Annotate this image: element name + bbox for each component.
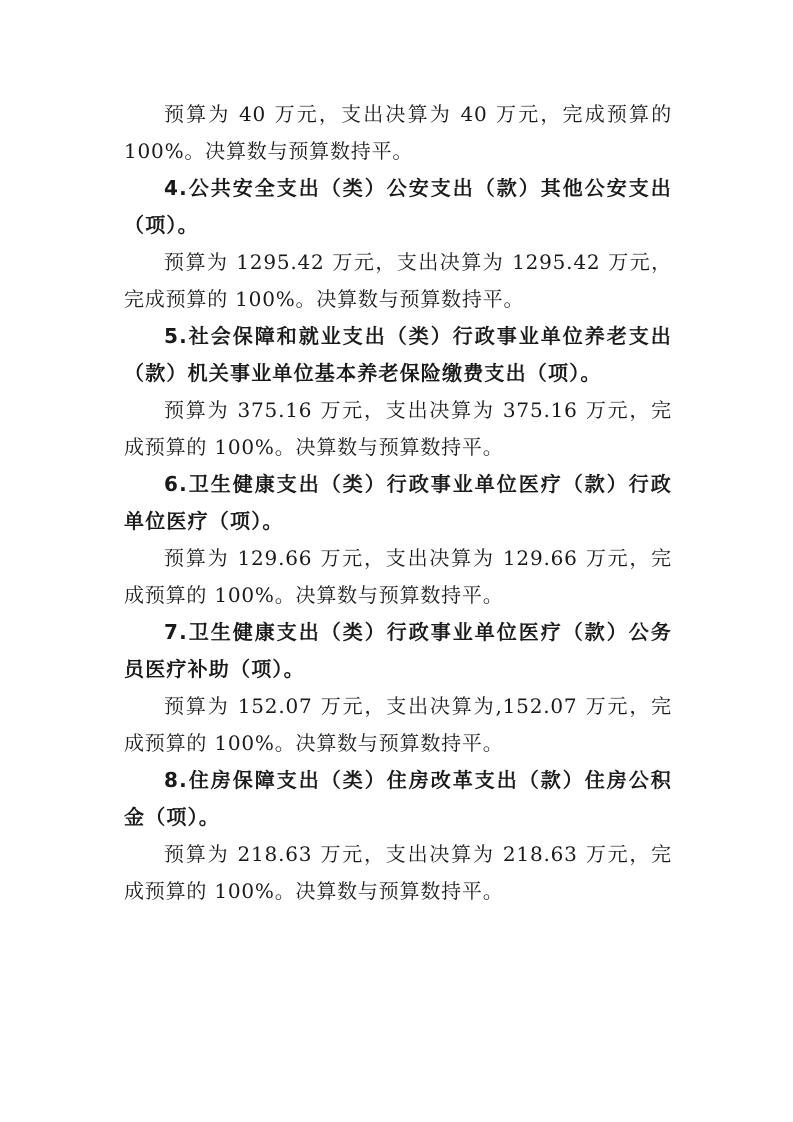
heading-health-administrative-medical: 6.卫生健康支出（类）行政事业单位医疗（款）行政单位医疗（项）。 xyxy=(124,472,672,533)
document-body xyxy=(124,96,672,910)
heading-public-security-expenditure: 4.公共安全支出（类）公安支出（款）其他公安支出（项）。 xyxy=(124,176,672,237)
paragraph-health-administrative-detail: 预算为 129.66 万元，支出决算为 129.66 万元，完成预算的 100%。决算数与预算数持平。 xyxy=(124,546,672,607)
heading-social-security-expenditure: 5.社会保障和就业支出（类）行政事业单位养老支出（款）机关事业单位基本养老保险缴费支出（项）。 xyxy=(124,324,672,385)
paragraph-civil-servant-medical-detail: 预算为 152.07 万元，支出决算为,152.07 万元，完成预算的 100%。决算数与预算数持平。 xyxy=(124,694,672,755)
heading-civil-servant-medical-subsidy: 7.卫生健康支出（类）行政事业单位医疗（款）公务员医疗补助（项）。 xyxy=(124,620,672,681)
paragraph-budget-item-3-detail: 预算为 40 万元，支出决算为 40 万元，完成预算的 100%。决算数与预算数持平。 xyxy=(124,102,672,163)
paragraph-social-security-detail: 预算为 375.16 万元，支出决算为 375.16 万元，完成预算的 100%。决算数与预算数持平。 xyxy=(124,398,672,459)
paragraph-housing-provident-detail: 预算为 218.63 万元，支出决算为 218.63 万元，完成预算的 100%。决算数与预算数持平。 xyxy=(124,842,672,903)
heading-housing-provident-fund: 8.住房保障支出（类）住房改革支出（款）住房公积金（项）。 xyxy=(124,768,672,829)
paragraph-public-security-detail: 预算为 1295.42 万元，支出决算为 1295.42 万元，完成预算的 100%。决算数与预算数持平。 xyxy=(124,250,672,311)
